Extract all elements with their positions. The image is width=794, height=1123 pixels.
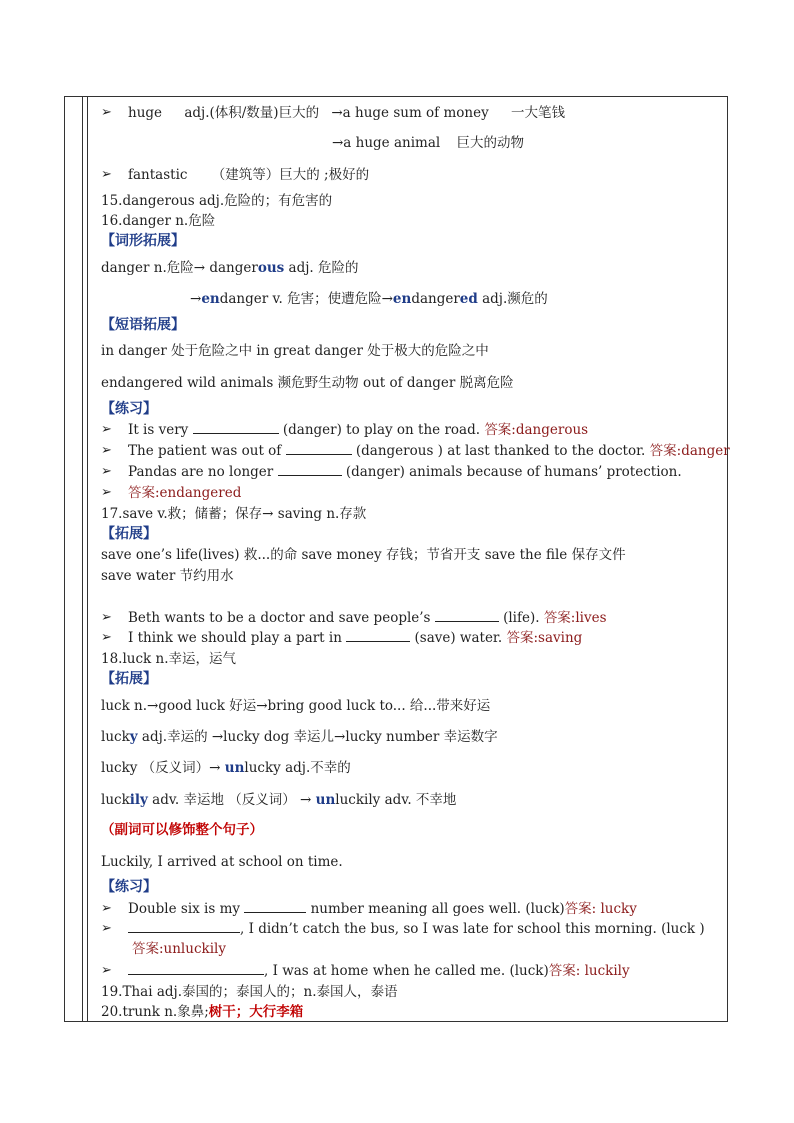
exercise-8 bbox=[128, 962, 630, 980]
text: It is very bbox=[128, 422, 193, 438]
text: 20.trunk n.象鼻; bbox=[101, 1004, 209, 1020]
exercise-7-answer: 答案:unluckily bbox=[132, 941, 226, 957]
vocab-17: 17.save v.救；储蓄；保存→ saving n.存款 bbox=[101, 506, 367, 522]
blank bbox=[346, 629, 410, 642]
vocab-huge-example bbox=[332, 134, 524, 152]
definition: adj.(体积/数量)巨大的 bbox=[184, 105, 320, 121]
text: (life). bbox=[498, 610, 544, 626]
heading-extension: 【拓展】 bbox=[101, 526, 157, 542]
phrase-line-1: in danger 处于危险之中 in great danger 处于极大的危险之中 bbox=[101, 343, 489, 359]
exercise-5 bbox=[128, 629, 582, 647]
text: (danger) to play on the road. bbox=[278, 422, 485, 438]
morph-line-1 bbox=[101, 259, 359, 277]
prefix: un bbox=[315, 792, 336, 808]
bullet-icon: ➢ bbox=[101, 464, 112, 479]
adverb-note: （副词可以修饰整个句子） bbox=[101, 822, 263, 838]
answer: 答案:dangerous bbox=[484, 422, 589, 438]
heading-exercise: 【练习】 bbox=[101, 401, 157, 417]
word: fantastic bbox=[128, 167, 188, 183]
text: danger n.危险→ danger bbox=[101, 260, 258, 276]
table-divider bbox=[87, 97, 88, 1021]
highlight: 树干；大行李箱 bbox=[208, 1004, 304, 1020]
phrase-line-2: endangered wild animals 濒危野生动物 out of danger 脱离危险 bbox=[101, 375, 514, 391]
vocab-16: 16.danger n.危险 bbox=[101, 213, 216, 229]
text: adv. 幸运地 （反义词） → bbox=[147, 792, 316, 808]
text: adj. 危险的 bbox=[284, 260, 359, 276]
vocab-18: 18.luck n.幸运，运气 bbox=[101, 651, 236, 667]
text: lucky （反义词）→ bbox=[101, 760, 225, 776]
bullet-icon: ➢ bbox=[101, 422, 112, 437]
blank bbox=[128, 920, 240, 933]
prefix: en bbox=[392, 291, 412, 307]
bullet-icon: ➢ bbox=[101, 921, 112, 936]
text: Double six is my bbox=[128, 901, 245, 917]
text: adj.濒危的 bbox=[477, 291, 548, 307]
text: (danger) animals because of humans’ protection. bbox=[341, 464, 682, 480]
text: I think we should play a part in bbox=[128, 630, 347, 646]
heading-exercise: 【练习】 bbox=[101, 879, 157, 895]
example: →a huge animal bbox=[332, 135, 441, 151]
bullet-icon: ➢ bbox=[101, 167, 112, 182]
text: The patient was out of bbox=[128, 443, 286, 459]
vocab-20 bbox=[101, 1003, 303, 1021]
suffix: ed bbox=[459, 291, 478, 307]
answer: 答案:danger bbox=[649, 443, 730, 459]
text: lucky adj.不幸的 bbox=[244, 760, 351, 776]
answer: 答案: luckily bbox=[548, 963, 630, 979]
text: adj.幸运的 →lucky dog 幸运儿→lucky number 幸运数字 bbox=[137, 729, 498, 745]
luck-line-2 bbox=[101, 728, 498, 746]
example-sentence: Luckily, I arrived at school on time. bbox=[101, 854, 343, 870]
text: Beth wants to be a doctor and save people’s bbox=[128, 610, 435, 626]
table-divider bbox=[82, 97, 83, 1021]
text: luck bbox=[101, 792, 130, 808]
text: luck bbox=[101, 729, 130, 745]
text: luckily adv. 不幸地 bbox=[335, 792, 457, 808]
text: , I was at home when he called me. (luck) bbox=[264, 963, 549, 979]
exercise-7 bbox=[128, 920, 705, 938]
luck-line-3 bbox=[101, 759, 351, 777]
bullet-icon: ➢ bbox=[101, 443, 112, 458]
text: Pandas are no longer bbox=[128, 464, 278, 480]
prefix: un bbox=[224, 760, 245, 776]
vocab-19: 19.Thai adj.泰国的；泰国人的；n.泰国人，泰语 bbox=[101, 984, 398, 1000]
text: number meaning all goes well. (luck) bbox=[306, 901, 565, 917]
vocab-fantastic bbox=[128, 166, 369, 184]
answer: 答案:saving bbox=[506, 630, 583, 646]
exercise-1 bbox=[128, 421, 588, 439]
translation: 一大笔钱 bbox=[511, 105, 566, 121]
heading-phrases: 【短语拓展】 bbox=[101, 317, 185, 333]
blank bbox=[193, 421, 279, 434]
text: danger bbox=[411, 291, 460, 307]
text: → bbox=[190, 291, 202, 307]
suffix: y bbox=[129, 729, 138, 745]
text: , I didn’t catch the bus, so I was late for school this morning. (luck ) bbox=[240, 921, 705, 937]
morph-line-2 bbox=[190, 290, 548, 308]
bullet-icon: ➢ bbox=[101, 485, 112, 500]
save-line-2: save water 节约用水 bbox=[101, 568, 234, 584]
exercise-3 bbox=[128, 463, 682, 481]
word: huge bbox=[128, 105, 163, 121]
answer: 答案: lucky bbox=[564, 901, 637, 917]
definition: （建筑等）巨大的 ;极好的 bbox=[211, 167, 370, 183]
heading-morphology: 【词形拓展】 bbox=[101, 233, 185, 249]
text: (save) water. bbox=[410, 630, 507, 646]
blank bbox=[244, 900, 306, 913]
vocab-15: 15.dangerous adj.危险的；有危害的 bbox=[101, 193, 333, 209]
bullet-icon: ➢ bbox=[101, 901, 112, 916]
text: danger v. 危害；使遭危险→ bbox=[219, 291, 393, 307]
bullet-icon: ➢ bbox=[101, 105, 112, 120]
translation: 巨大的动物 bbox=[456, 135, 524, 151]
bullet-icon: ➢ bbox=[101, 610, 112, 625]
luck-line-1: luck n.→good luck 好运→bring good luck to... 给...带来好运 bbox=[101, 698, 491, 714]
example: →a huge sum of money bbox=[331, 105, 489, 121]
luck-line-4 bbox=[101, 791, 456, 809]
answer: 答案:lives bbox=[543, 610, 607, 626]
suffix: ous bbox=[257, 260, 285, 276]
exercise-2 bbox=[128, 442, 730, 460]
blank bbox=[435, 609, 499, 622]
exercise-6 bbox=[128, 900, 637, 918]
exercise-3-answer: 答案:endangered bbox=[128, 485, 242, 501]
exercise-4 bbox=[128, 609, 607, 627]
vocab-huge bbox=[128, 104, 565, 122]
blank bbox=[278, 463, 342, 476]
suffix: ily bbox=[129, 792, 148, 808]
bullet-icon: ➢ bbox=[101, 630, 112, 645]
heading-extension: 【拓展】 bbox=[101, 671, 157, 687]
blank bbox=[128, 962, 264, 975]
save-line-1: save one’s life(lives) 救...的命 save money 存钱；节省开支 save the file 保存文件 bbox=[101, 547, 626, 563]
blank bbox=[286, 442, 352, 455]
bullet-icon: ➢ bbox=[101, 963, 112, 978]
text: (dangerous ) at last thanked to the doctor. bbox=[351, 443, 650, 459]
prefix: en bbox=[201, 291, 220, 307]
